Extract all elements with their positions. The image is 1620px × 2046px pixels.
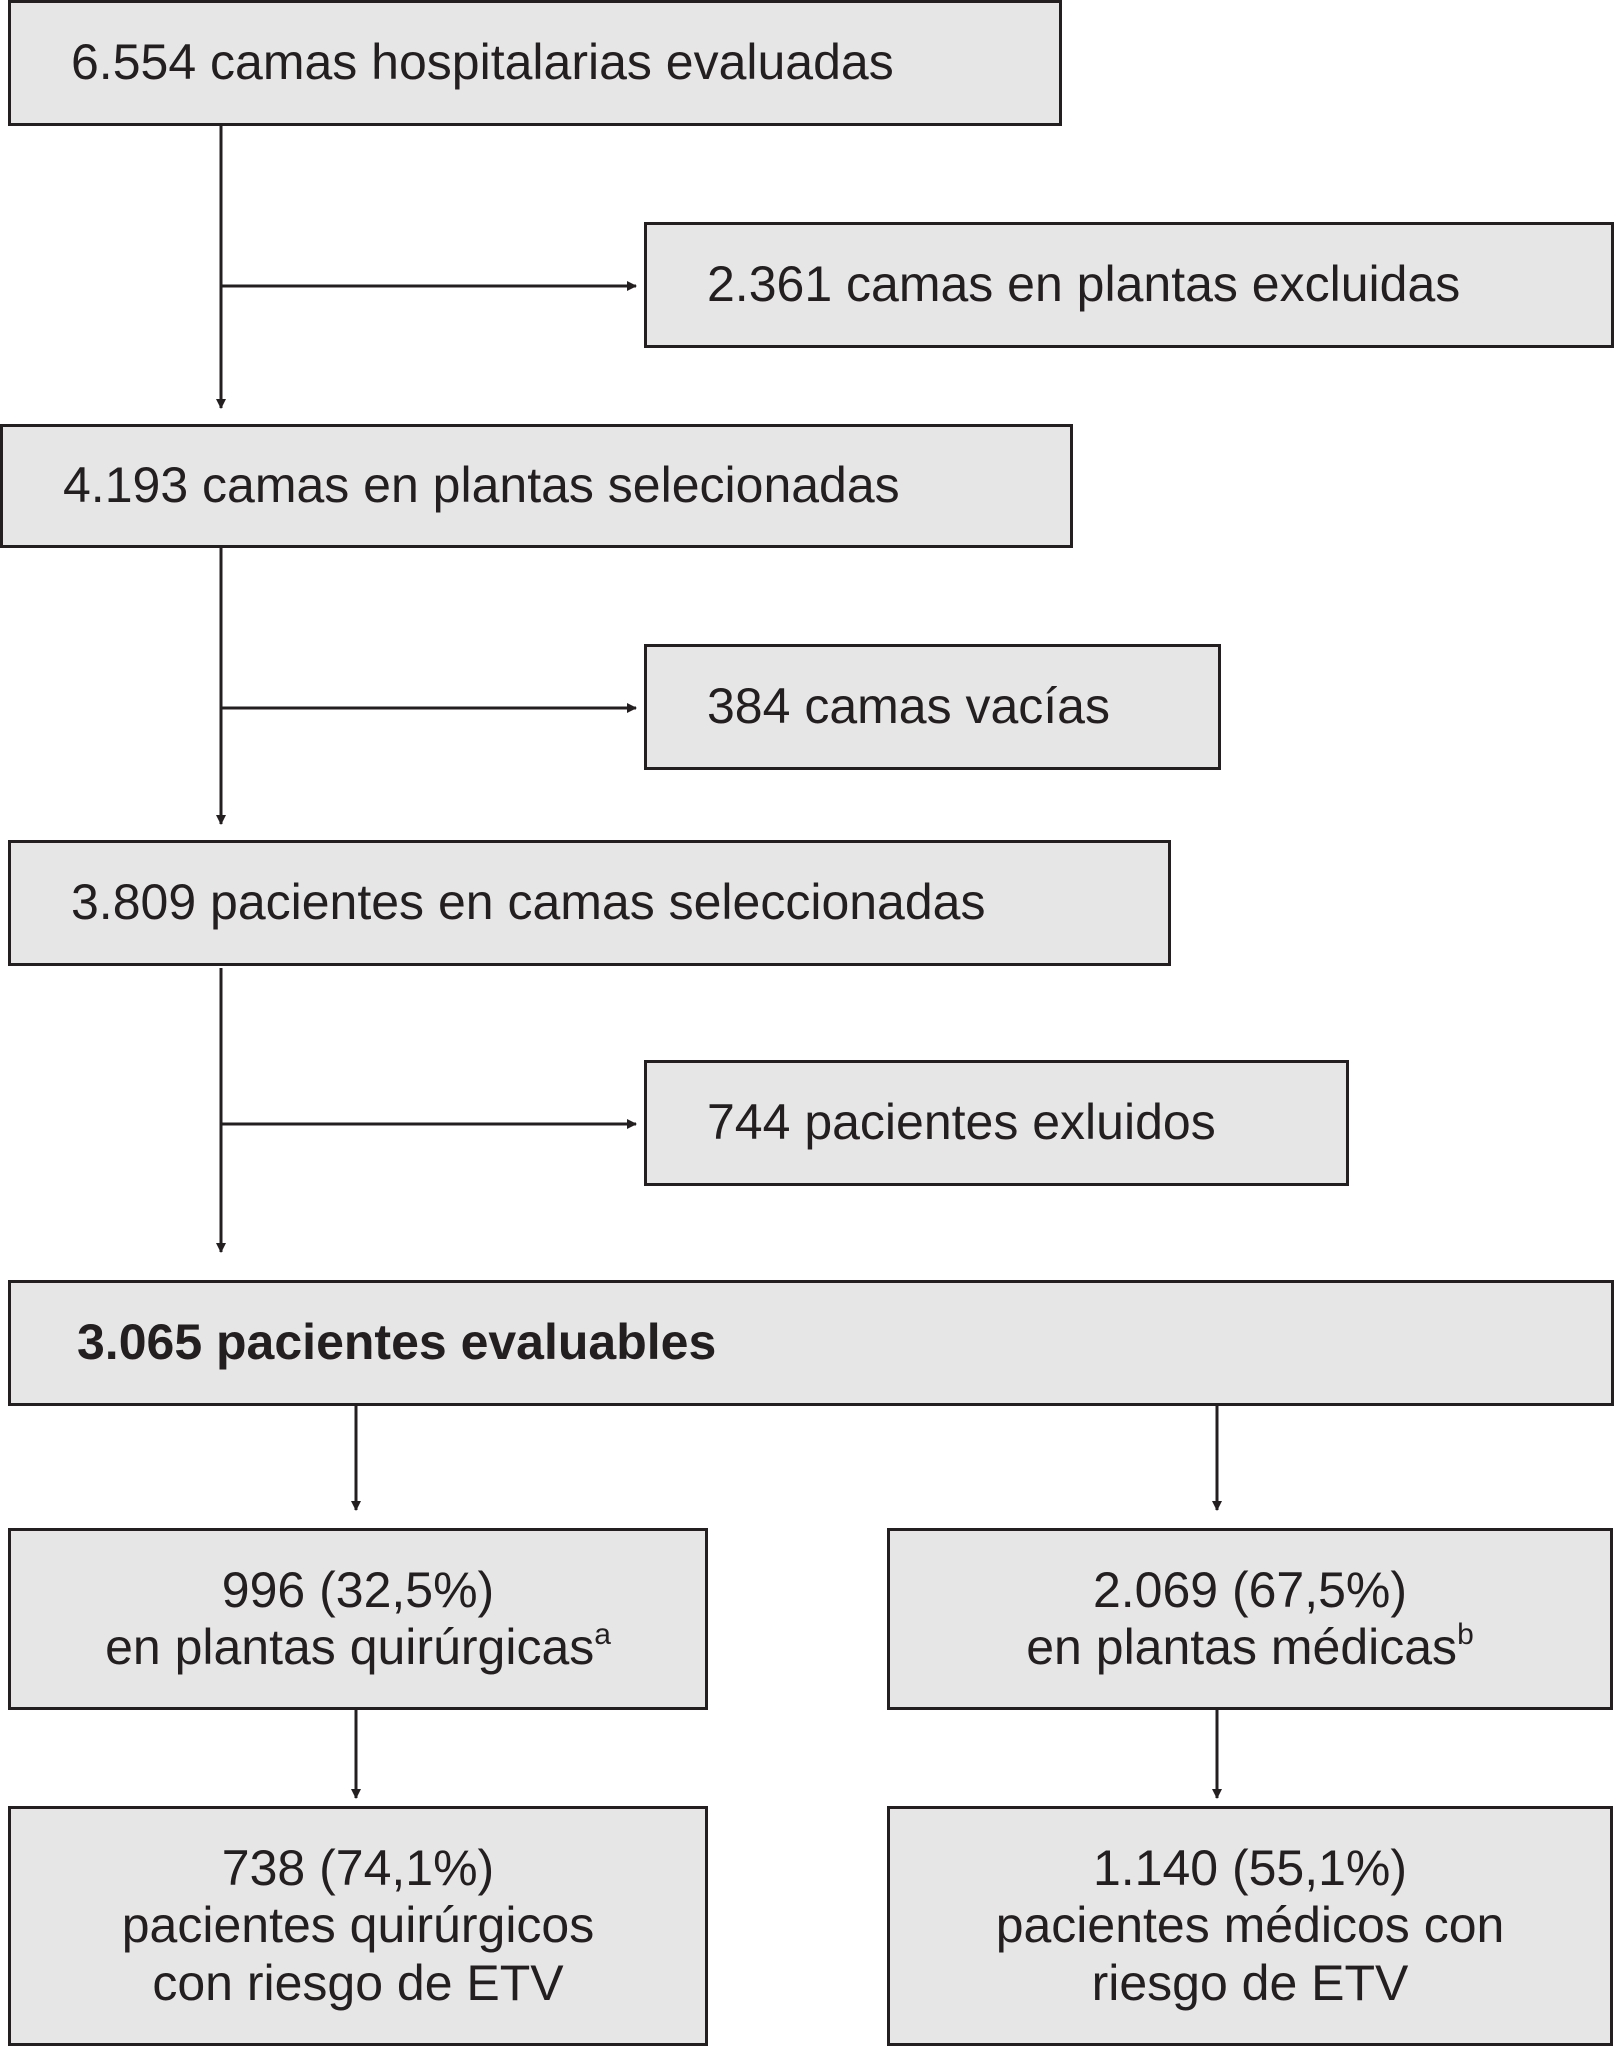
quirurgicas-count: 996 (32,5%) [221,1561,495,1618]
riesgo-medicos-line2: pacientes médicos con [995,1897,1505,1954]
camas-excluidas-box [644,222,1614,348]
pacientes-excluidos-box [644,1060,1349,1186]
camas-vacias-box [644,644,1221,770]
footnote-b: b [1457,1618,1474,1651]
riesgo-quirurgicos-box [8,1806,708,2046]
riesgo-medicos-box [887,1806,1613,2046]
riesgo-quirurgicos-count: 738 (74,1%) [221,1839,495,1896]
riesgo-quirurgicos-line2: pacientes quirúrgicos [121,1897,595,1954]
camas-seleccionadas-label: 4.193 camas en plantas selecionadas [63,457,900,514]
medicas-box [887,1528,1613,1710]
riesgo-quirurgicos-line3: con riesgo de ETV [152,1954,564,2011]
pacientes-evaluables-box [8,1280,1614,1406]
medicas-count: 2.069 (67,5%) [1092,1561,1408,1618]
pacientes-excluidos-label: 744 pacientes exluidos [707,1094,1216,1151]
footnote-a: a [594,1618,611,1651]
quirurgicas-box [8,1528,708,1710]
camas-evaluadas-label: 6.554 camas hospitalarias evaluadas [71,34,894,91]
pacientes-camas-box [8,840,1171,966]
medicas-label: en plantas médicas$^b$ [1026,1618,1474,1675]
riesgo-medicos-count: 1.140 (55,1%) [1092,1839,1408,1896]
camas-vacias-label: 384 camas vacías [707,678,1110,735]
riesgo-medicos-line3: riesgo de ETV [1091,1954,1409,2011]
quirurgicas-label: en plantas quirúrgicas$^a$ [105,1618,611,1675]
pacientes-evaluables-label: 3.065 pacientes evaluables [77,1314,717,1371]
camas-evaluadas-box [8,0,1062,126]
camas-excluidas-label: 2.361 camas en plantas excluidas [707,256,1461,313]
pacientes-camas-label: 3.809 pacientes en camas seleccionadas [71,874,986,931]
camas-seleccionadas-box [0,424,1073,548]
